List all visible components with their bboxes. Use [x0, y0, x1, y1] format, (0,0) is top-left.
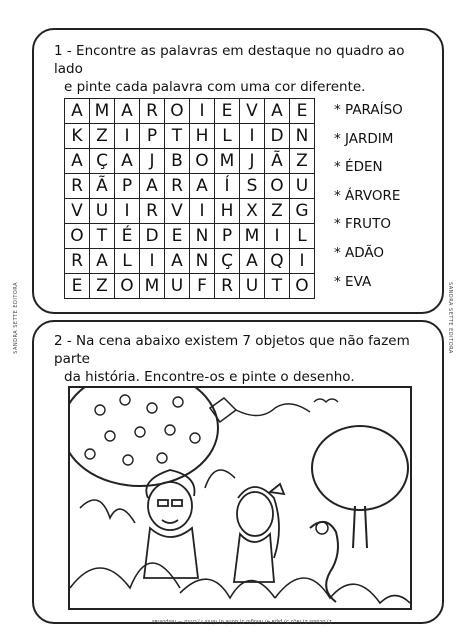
grid-cell[interactable]: R — [140, 199, 165, 224]
grid-cell[interactable]: O — [265, 174, 290, 199]
grid-cell[interactable]: L — [115, 249, 140, 274]
grid-cell[interactable]: L — [215, 124, 240, 149]
grid-cell[interactable]: U — [290, 174, 315, 199]
word-list-item: * EVA — [334, 273, 372, 290]
grid-row — [65, 99, 315, 124]
grid-cell[interactable]: G — [290, 199, 315, 224]
grid-row — [65, 174, 315, 199]
grid-cell[interactable]: Í — [215, 174, 240, 199]
grid-cell[interactable]: T — [90, 224, 115, 249]
grid-cell[interactable]: D — [265, 124, 290, 149]
grid-cell[interactable]: R — [165, 174, 190, 199]
grid-cell[interactable]: I — [265, 224, 290, 249]
grid-cell[interactable]: Ã — [265, 149, 290, 174]
word-list-item: * ÉDEN — [334, 159, 383, 176]
grid-cell[interactable]: N — [290, 124, 315, 149]
grid-cell[interactable]: I — [115, 124, 140, 149]
grid-cell[interactable]: P — [215, 224, 240, 249]
grid-cell[interactable]: I — [140, 249, 165, 274]
grid-cell[interactable]: M — [240, 224, 265, 249]
grid-cell[interactable]: A — [265, 99, 290, 124]
grid-cell[interactable]: O — [190, 149, 215, 174]
grid-cell[interactable]: E — [165, 224, 190, 249]
grid-cell[interactable]: U — [165, 274, 190, 299]
grid-cell[interactable]: A — [190, 174, 215, 199]
grid-cell[interactable]: Q — [265, 249, 290, 274]
worksheet — [12, 8, 454, 632]
word-search-grid[interactable] — [64, 98, 315, 299]
grid-cell[interactable]: P — [115, 174, 140, 199]
grid-cell[interactable]: O — [115, 274, 140, 299]
grid-cell[interactable]: I — [190, 199, 215, 224]
grid-cell[interactable]: J — [240, 149, 265, 174]
grid-cell[interactable]: R — [215, 274, 240, 299]
grid-cell[interactable]: R — [65, 174, 90, 199]
eve-figure-icon — [234, 484, 284, 582]
grid-cell[interactable]: I — [115, 199, 140, 224]
grid-cell[interactable]: S — [240, 174, 265, 199]
grid-cell[interactable]: T — [265, 274, 290, 299]
grid-cell[interactable]: O — [165, 99, 190, 124]
grid-cell[interactable]: M — [140, 274, 165, 299]
bird-icon — [314, 399, 338, 402]
grid-cell[interactable]: T — [165, 124, 190, 149]
grid-row — [65, 199, 315, 224]
grid-cell[interactable]: V — [240, 99, 265, 124]
tree-icon — [312, 426, 408, 510]
activity-panel-2 — [32, 320, 444, 624]
grid-cell[interactable]: A — [240, 249, 265, 274]
grid-cell[interactable]: E — [215, 99, 240, 124]
grid-cell[interactable]: O — [290, 274, 315, 299]
apple-tree-icon — [70, 388, 218, 486]
grid-row — [65, 224, 315, 249]
grid-cell[interactable]: J — [140, 149, 165, 174]
grid-cell[interactable]: V — [65, 199, 90, 224]
word-list-item: * JARDIM — [334, 130, 394, 147]
answer-note: 1) óculos 2) laço 3) pipa 4) relógio 5) boné 6) tênis 7) cinto — respostas — [152, 618, 333, 624]
word-list-item: * ÁRVORE — [334, 187, 401, 204]
grid-cell[interactable]: A — [65, 149, 90, 174]
grid-cell[interactable]: I — [290, 249, 315, 274]
grid-row — [65, 149, 315, 174]
grid-cell[interactable]: É — [115, 224, 140, 249]
publisher-label-left: SANDRA SETTE EDITORA — [13, 282, 19, 354]
grid-cell[interactable]: Ã — [90, 174, 115, 199]
word-list-item: * PARAÍSO — [334, 102, 403, 118]
grid-cell[interactable]: N — [190, 224, 215, 249]
grid-cell[interactable]: L — [290, 224, 315, 249]
grid-cell[interactable]: Z — [265, 199, 290, 224]
grid-cell[interactable]: Ç — [215, 249, 240, 274]
word-list-item: * ADÃO — [334, 244, 385, 261]
grid-row — [65, 274, 315, 299]
grid-cell[interactable]: E — [65, 274, 90, 299]
grid-cell[interactable]: K — [65, 124, 90, 149]
grid-cell[interactable]: H — [215, 199, 240, 224]
question-2-line-2: da história. Encontre-os e pinte o desenho. — [64, 369, 355, 385]
garden-scene-illustration[interactable] — [68, 386, 412, 610]
question-1-line-2: e pinte cada palavra com uma cor diferente. — [64, 79, 366, 95]
grid-cell[interactable]: A — [115, 99, 140, 124]
grid-cell[interactable]: Z — [90, 124, 115, 149]
grid-cell[interactable]: P — [140, 124, 165, 149]
publisher-label-right: SANDRA SETTE EDITORA — [447, 282, 453, 354]
question-1-line-1: 1 - Encontre as palavras em destaque no quadro ao lado — [54, 43, 405, 77]
grid-cell[interactable]: N — [190, 249, 215, 274]
grid-cell[interactable]: V — [165, 199, 190, 224]
grid-cell[interactable]: B — [165, 149, 190, 174]
grid-row — [65, 124, 315, 149]
grid-cell[interactable]: Ç — [90, 149, 115, 174]
grid-cell[interactable]: D — [140, 224, 165, 249]
grid-cell[interactable]: A — [165, 249, 190, 274]
word-list-item: * FRUTO — [334, 216, 391, 233]
grid-cell[interactable]: I — [240, 124, 265, 149]
grid-cell[interactable]: A — [65, 99, 90, 124]
grid-cell[interactable]: X — [240, 199, 265, 224]
grid-cell[interactable]: U — [90, 199, 115, 224]
grid-cell[interactable]: A — [115, 149, 140, 174]
grid-cell[interactable]: R — [140, 99, 165, 124]
grid-cell[interactable]: O — [65, 224, 90, 249]
question-2-text — [54, 332, 434, 386]
kite-icon — [210, 398, 310, 422]
grid-cell[interactable]: M — [215, 149, 240, 174]
grid-cell[interactable]: R — [65, 249, 90, 274]
word-list — [334, 98, 403, 298]
grid-cell[interactable]: U — [240, 274, 265, 299]
question-1-text — [54, 42, 434, 96]
grid-cell[interactable]: E — [290, 99, 315, 124]
grid-cell[interactable]: M — [90, 99, 115, 124]
question-2-line-1: 2 - Na cena abaixo existem 7 objetos que não fazem parte — [54, 333, 410, 367]
grid-cell[interactable]: F — [190, 274, 215, 299]
grid-cell[interactable]: A — [140, 174, 165, 199]
grid-row — [65, 249, 315, 274]
activity-panel-1 — [32, 28, 444, 314]
apple-icon — [85, 395, 200, 465]
grid-cell[interactable]: Z — [290, 149, 315, 174]
grid-cell[interactable]: A — [90, 249, 115, 274]
grid-cell[interactable]: I — [190, 99, 215, 124]
grid-cell[interactable]: Z — [90, 274, 115, 299]
grid-cell[interactable]: H — [190, 124, 215, 149]
scene-drawing — [70, 388, 410, 608]
